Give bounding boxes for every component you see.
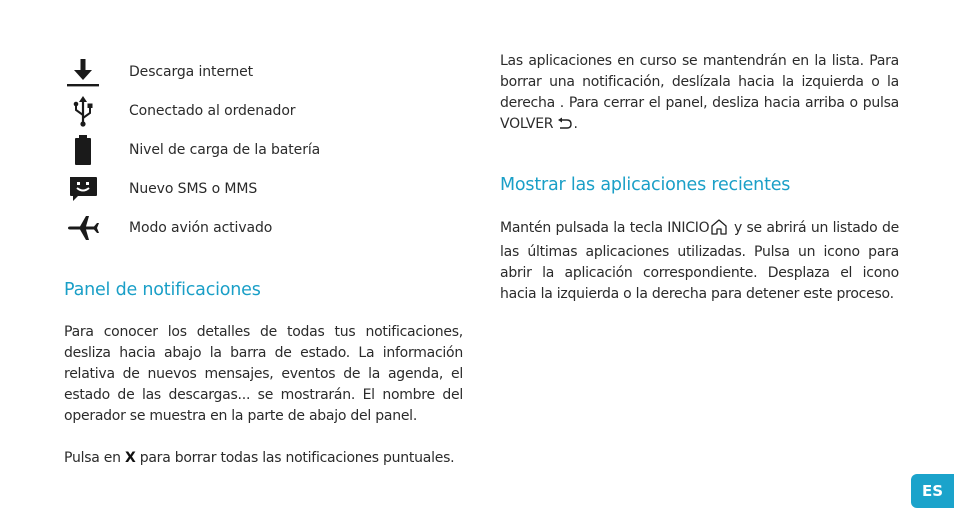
recent-apps-heading: Mostrar las aplicaciones recientes [500,175,791,195]
recent-apps-paragraph: Mantén pulsada la tecla INICIO y se abrirá un listado de las últimas aplicaciones utilizadas. Pulsa un icono para abrir la aplicación correspondiente. Desplaza el icono hacia la izquierda o la derecha para detener este proceso. [500,220,899,302]
status-row-download [64,55,254,89]
status-row-battery [64,133,321,167]
running-apps-paragraph: Las aplicaciones en curso se mantendrán en la lista. Para borrar una notificación, deslízala hacia la izquierda o la derecha . Para cerrar el panel, desliza hacia arriba o pulsa VOLVER . [500,51,899,138]
home-icon [709,218,729,242]
status-row-sms [64,172,258,206]
battery-icon [64,133,102,167]
airplane-icon [64,211,102,245]
clear-notifications-paragraph: Pulsa en X para borrar todas las notificaciones puntuales. [64,450,455,466]
status-row-usb [64,94,296,128]
language-badge: ES [911,474,954,508]
sms-icon [64,172,102,206]
status-row-airplane [64,211,273,245]
status-label: Nivel de carga de la batería [129,142,321,158]
download-icon [64,55,102,89]
status-label: Conectado al ordenador [129,103,296,119]
status-label: Nuevo SMS o MMS [129,181,258,197]
clear-x-key: X [124,450,136,466]
status-label: Descarga internet [129,64,254,80]
status-label: Modo avión activado [129,220,273,236]
back-icon [557,117,573,138]
notification-panel-paragraph: Para conocer los detalles de todas tus notificaciones, desliza hacia abajo la barra de estado. La información relativa de nuevos mensajes, eventos de la agenda, el estado de las descargas... se mostrarán. El nombre del operador se muestra en la parte de abajo del panel. [64,324,463,424]
notification-panel-heading: Panel de notificaciones [64,280,261,300]
usb-icon [64,94,102,128]
